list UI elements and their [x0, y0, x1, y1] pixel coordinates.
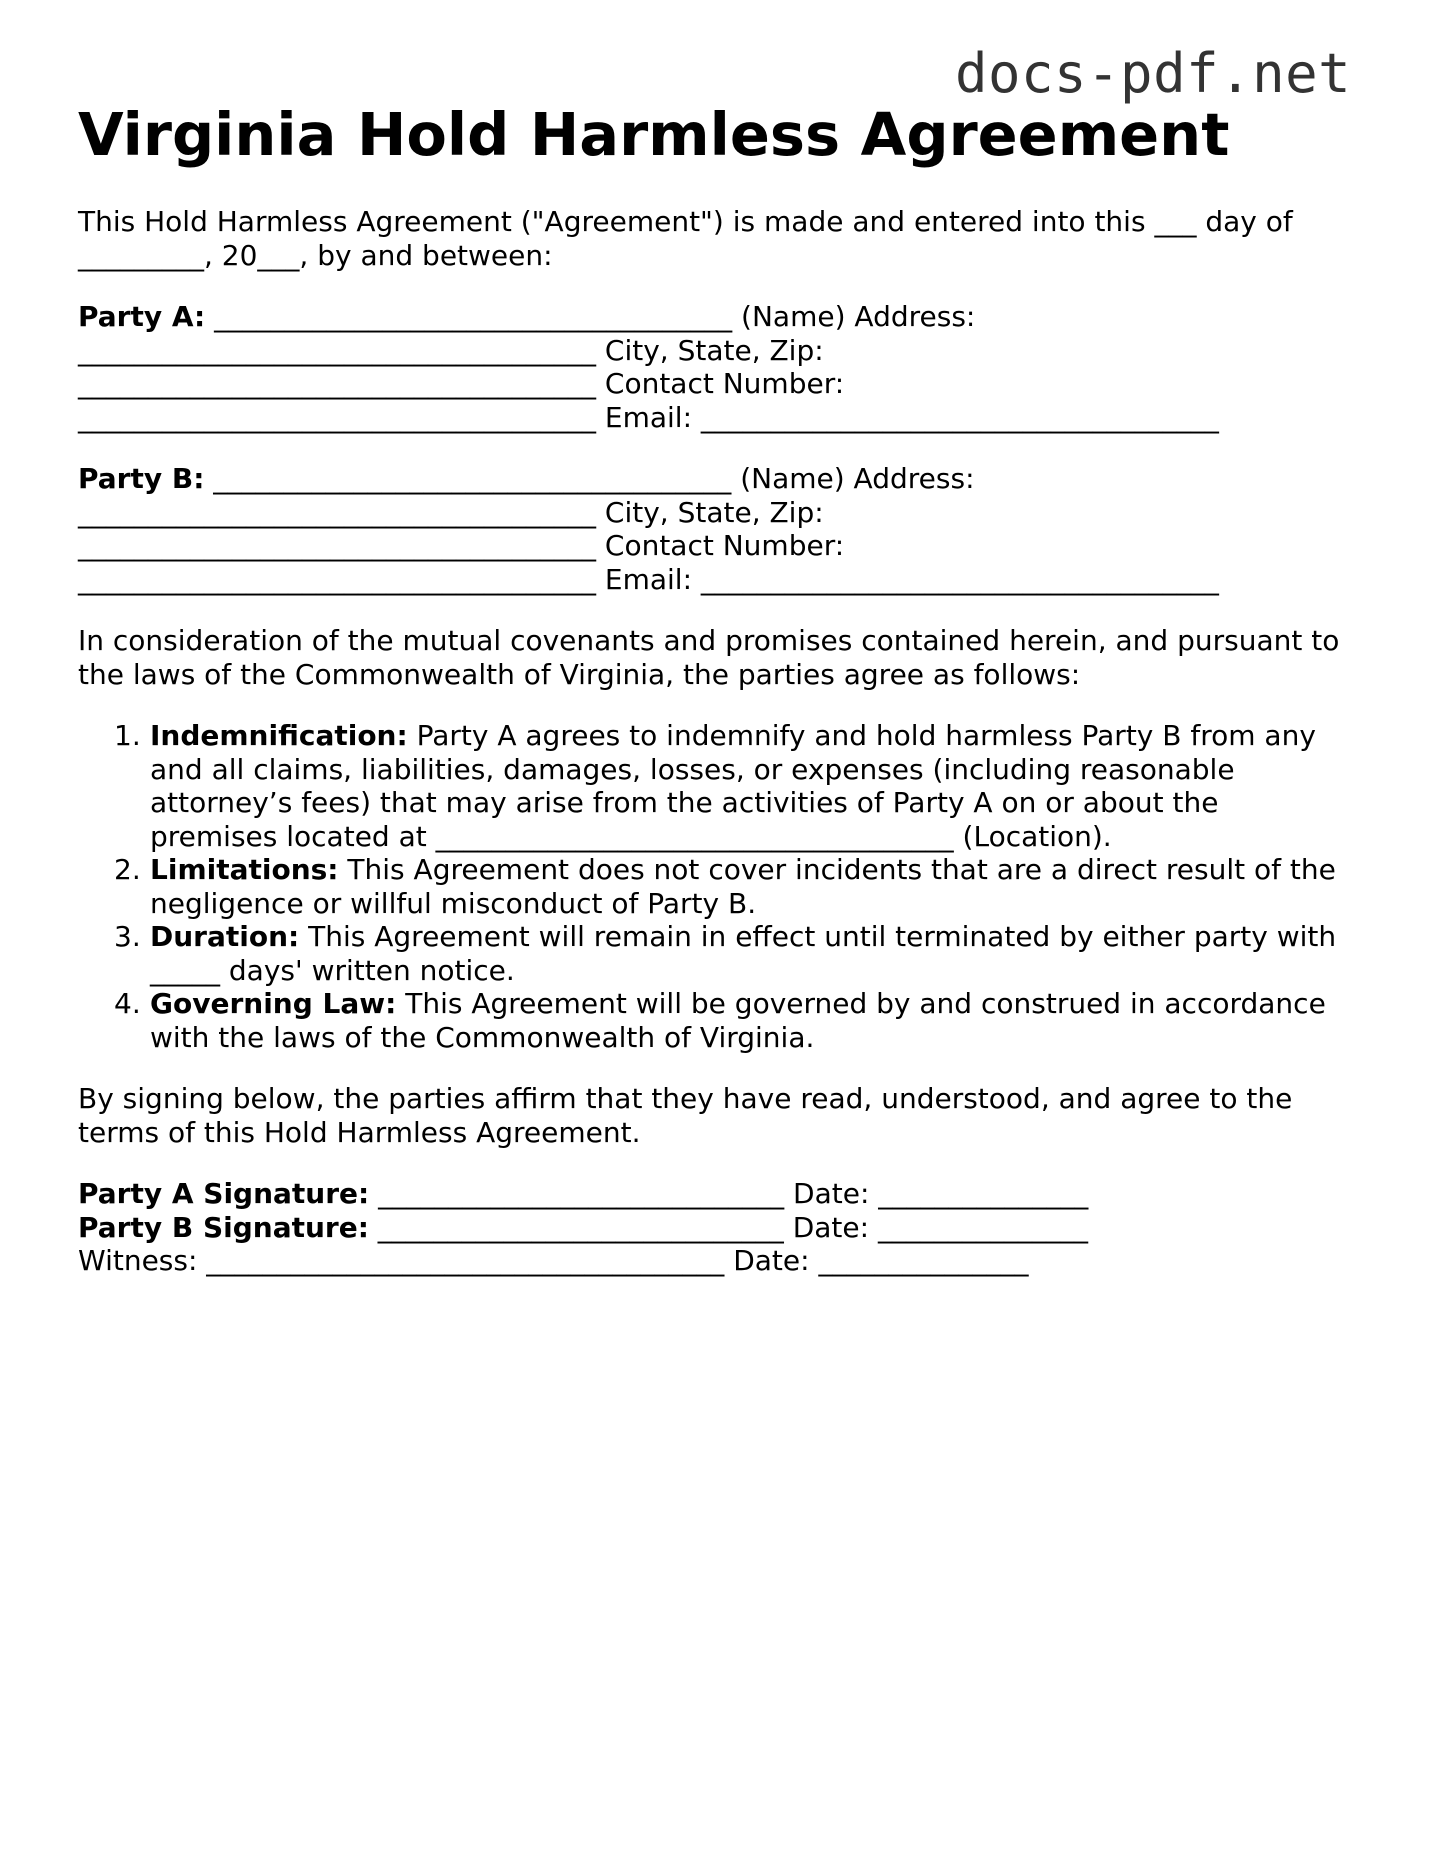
consideration-paragraph: [78, 624, 1378, 691]
party-a-contact-line: _____________________________________ Email: _____________________________________: [78, 400, 1219, 434]
party-a-name-line: _____________________________________ (Name) Address:: [205, 300, 976, 333]
party-b-signature-blank: _____________________________ Date: _______________: [368, 1210, 1088, 1244]
party-b-name-line: _____________________________________ (Name) Address:: [204, 462, 975, 495]
clause-duration: [78, 920, 1378, 987]
party-a-label: Party A:: [78, 300, 206, 333]
party-a-city-line: _____________________________________ Contact Number:: [78, 367, 845, 400]
clause-number: 4.: [114, 987, 141, 1020]
party-a-address-line: _____________________________________ City, State, Zip:: [78, 333, 824, 367]
party-b-city-line: _____________________________________ Contact Number:: [78, 529, 845, 562]
document-title: Virginia Hold Harmless Agreement: [78, 100, 1230, 169]
clause-text: and all claims, liabilities, damages, losses, or expenses (including reasonable: [150, 752, 1235, 786]
clause-text: This Agreement will be governed by and construed in accordance: [396, 987, 1326, 1020]
party-b-section: [78, 462, 1378, 596]
clause-number: 2.: [114, 853, 141, 886]
clause-limitations: [78, 853, 1378, 920]
clause-text: premises located at _____________________________________ (Location).: [150, 819, 1112, 853]
watermark: docs-pdf.net: [955, 42, 1352, 105]
clause-heading: Duration:: [150, 920, 300, 953]
party-b-signature-label: Party B Signature:: [78, 1210, 369, 1244]
closing-line: By signing below, the parties affirm that they have read, understood, and agree to the: [78, 1082, 1293, 1115]
clause-text: with the laws of the Commonwealth of Virginia.: [150, 1020, 815, 1054]
clause-governing-law: [78, 987, 1378, 1054]
intro-line: _________, 20___, by and between:: [78, 238, 553, 272]
witness-signature-line: Witness: _____________________________________ Date: _______________: [78, 1244, 1029, 1277]
party-b-signature-line: [78, 1211, 1378, 1245]
party-a-signature-blank: _____________________________ Date: _______________: [369, 1177, 1089, 1210]
clause-heading: Limitations:: [150, 853, 339, 886]
clause-indemnification: [78, 719, 1378, 853]
clause-text: negligence or willful misconduct of Party B.: [150, 886, 757, 920]
party-b-label: Party B:: [78, 462, 205, 495]
closing-line: terms of this Hold Harmless Agreement.: [78, 1115, 641, 1149]
clause-heading: Indemnification:: [150, 719, 408, 752]
clause-text: Party A agrees to indemnify and hold harmless Party B from any: [407, 719, 1316, 752]
party-a-signature-label: Party A Signature:: [78, 1177, 370, 1210]
document-body: [78, 205, 1378, 1278]
clause-heading: Governing Law:: [150, 987, 397, 1020]
clause-text: attorney’s fees) that may arise from the activities of Party A on or about the: [150, 786, 1219, 819]
clause-text: This Agreement does not cover incidents that are a direct result of the: [338, 853, 1336, 886]
consideration-line: the laws of the Commonwealth of Virginia, the parties agree as follows:: [78, 657, 1081, 691]
clause-text: _____ days' written notice.: [150, 953, 515, 987]
clause-number: 1.: [114, 719, 141, 752]
party-a-section: [78, 300, 1378, 434]
intro-paragraph: [78, 205, 1378, 272]
party-a-signature-line: [78, 1177, 1378, 1211]
party-b-contact-line: _____________________________________ Email: _____________________________________: [78, 562, 1219, 596]
consideration-line: In consideration of the mutual covenants and promises contained herein, and pursuant to: [78, 624, 1340, 657]
clauses-list: [78, 719, 1378, 1054]
clause-text: This Agreement will remain in effect until terminated by either party with: [299, 920, 1337, 953]
closing-paragraph: [78, 1082, 1378, 1149]
party-b-address-line: _____________________________________ City, State, Zip:: [78, 495, 824, 529]
clause-number: 3.: [114, 920, 141, 953]
intro-line: This Hold Harmless Agreement ("Agreement") is made and entered into this ___ day of: [78, 205, 1293, 238]
